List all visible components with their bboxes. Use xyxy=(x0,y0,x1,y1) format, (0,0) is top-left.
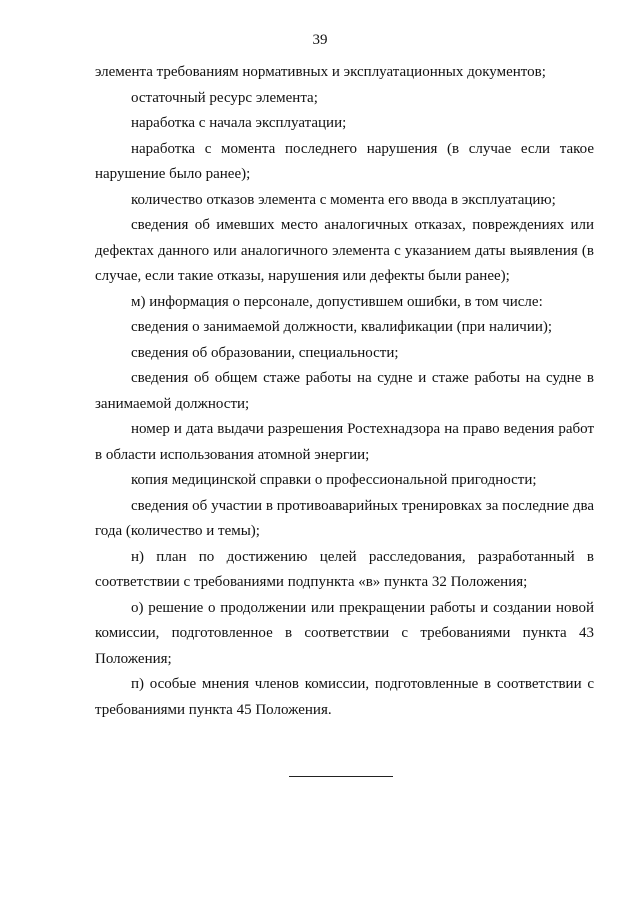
end-of-section-divider xyxy=(289,776,393,777)
document-body xyxy=(95,60,594,723)
paragraph: сведения об участии в противоаварийных тренировках за последние два года (количество и темы); xyxy=(95,497,594,539)
paragraph: сведения о занимаемой должности, квалификации (при наличии); xyxy=(131,319,553,335)
paragraph: копия медицинской справки о профессиональной пригодности; xyxy=(131,472,537,488)
paragraph: п) особые мнения членов комиссии, подготовленные в соответствии с требованиями пункта 45 Положения. xyxy=(95,676,594,718)
paragraph: сведения об общем стаже работы на судне и стаже работы на судне в занимаемой должности; xyxy=(95,370,594,412)
paragraph: н) план по достижению целей расследования, разработанный в соответствии с требованиями подпункта «в» пункта 32 Положения; xyxy=(95,548,594,590)
paragraph: номер и дата выдачи разрешения Ростехнадзора на право ведения работ в области использования атомной энергии; xyxy=(95,421,594,463)
paragraph: наработка с момента последнего нарушения (в случае если такое нарушение было ранее); xyxy=(95,140,594,182)
paragraph: остаточный ресурс элемента; xyxy=(131,89,318,106)
page-number: 39 xyxy=(312,32,328,48)
paragraph: элемента требованиям нормативных и эксплуатационных документов; xyxy=(95,64,546,80)
paragraph: наработка с начала эксплуатации; xyxy=(131,115,347,131)
paragraph: м) информация о персонале, допустившем ошибки, в том числе: xyxy=(131,293,543,310)
paragraph: сведения об образовании, специальности; xyxy=(131,344,399,361)
paragraph: количество отказов элемента с момента его ввода в эксплуатацию; xyxy=(131,191,556,208)
paragraph: о) решение о продолжении или прекращении работы и создании новой комиссии, подготовленное в соответствии с требованиями пункта 43 Положения; xyxy=(95,599,594,667)
paragraph: сведения об имевших место аналогичных отказах, повреждениях или дефектах данного или аналогичного элемента с указанием даты выявления (в случае, если такие отказы, нарушения или дефекты были ранее); xyxy=(95,217,594,284)
